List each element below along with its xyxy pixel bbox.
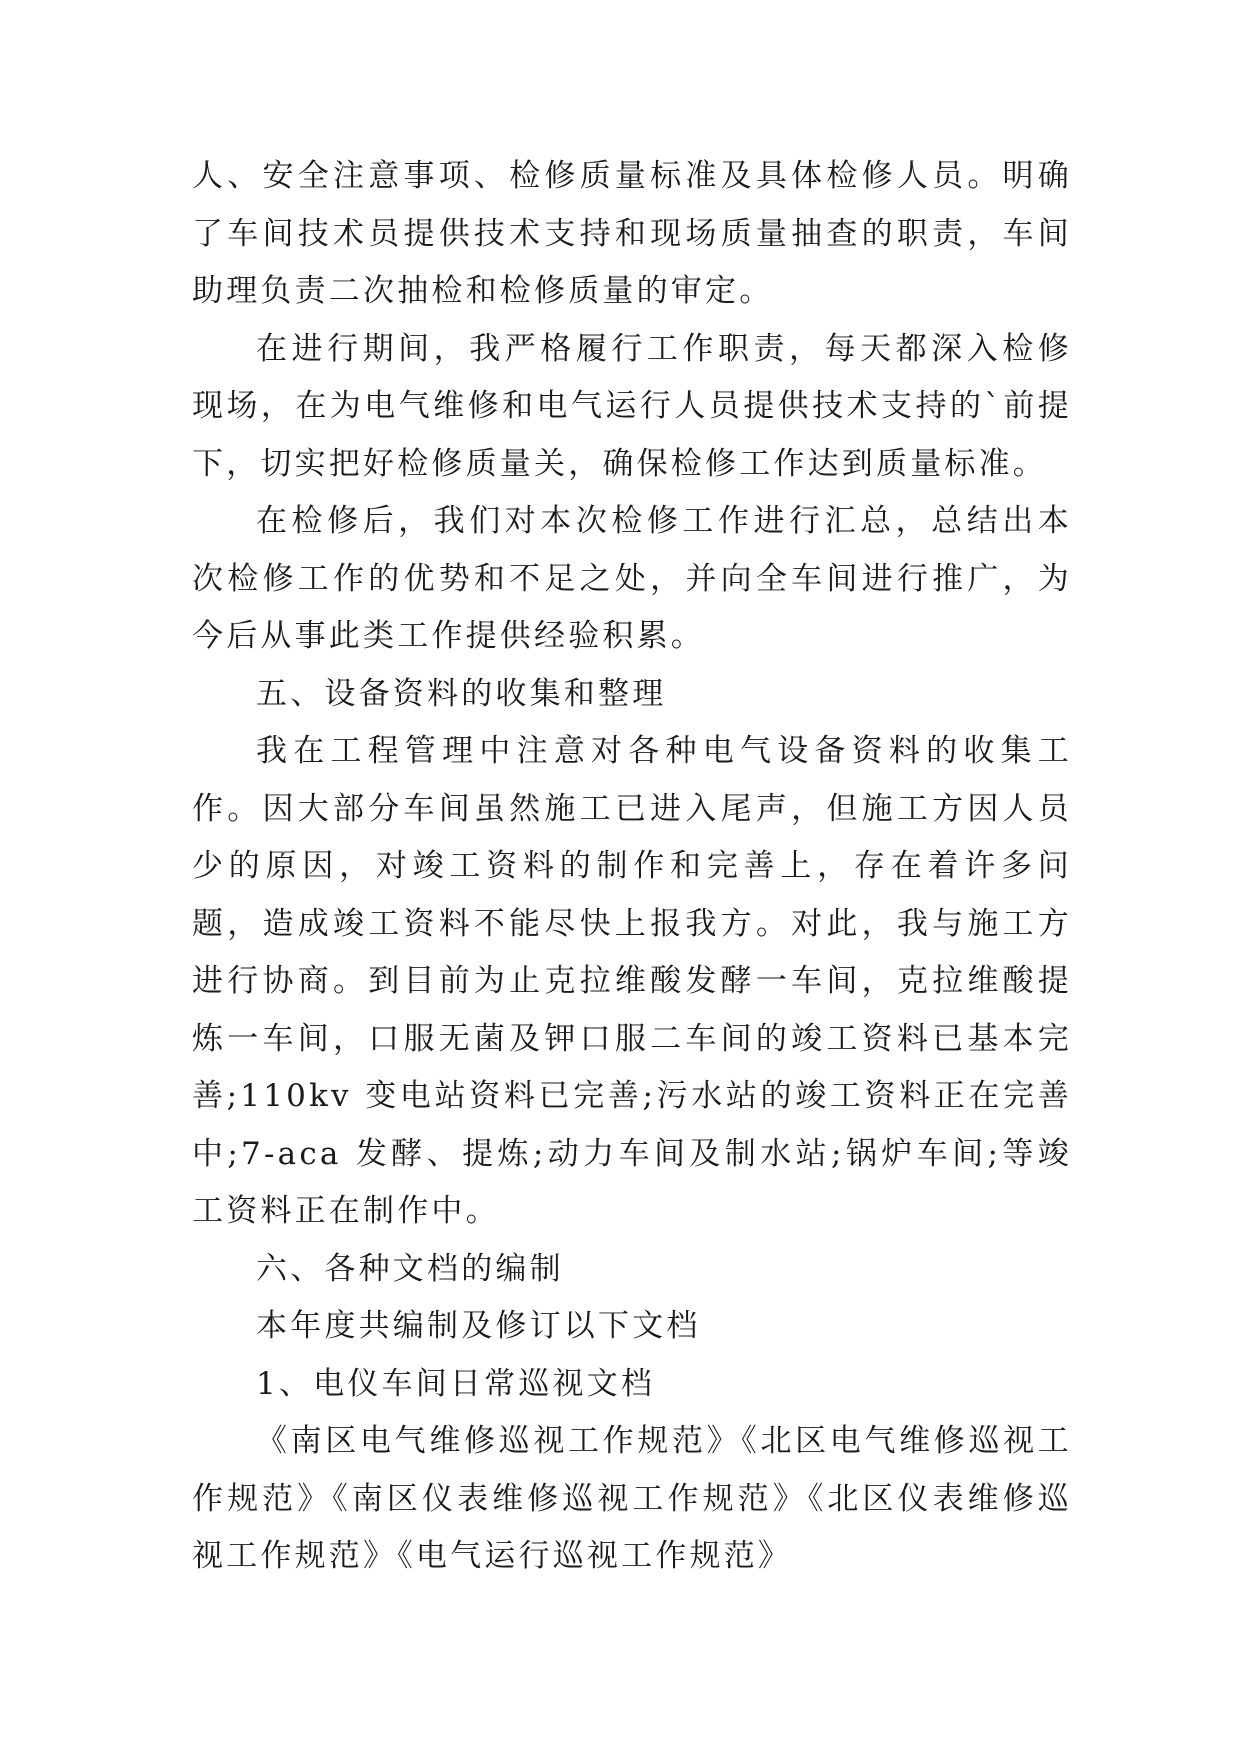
document-body xyxy=(192,148,1072,1586)
paragraph-doc-list: 《南区电气维修巡视工作规范》《北区电气维修巡视工作规范》《南区仪表维修巡视工作规范》《北区仪表维修巡视工作规范》《电气运行巡视工作规范》 xyxy=(192,1423,1072,1574)
paragraph-equipment-data: 我在工程管理中注意对各种电气设备资料的收集工作。因大部分车间虽然施工已进入尾声，但施工方因人员少的原因，对竣工资料的制作和完善上，存在着许多问题，造成竣工资料不能尽快上报我方。对此，我与施工方进行协商。到目前为止克拉维酸发酵一车间，克拉维酸提炼一车间，口服无菌及钾口服二车间的竣工资料已基本完善;110kv 变电站资料已完善;污水站的竣工资料正在完善中;7-aca 发酵、提炼;动力车间及制水站;锅炉车间;等竣工资料正在制作中。 xyxy=(192,733,1072,1229)
subheading-inspection-docs: 1、电仪车间日常巡视文档 xyxy=(256,1365,656,1402)
paragraph-continuation: 人、安全注意事项、检修质量标准及具体检修人员。明确了车间技术员提供技术支持和现场质量抽查的职责，车间助理负责二次抽检和检修质量的审定。 xyxy=(192,158,1072,309)
section-heading-6: 六、各种文档的编制 xyxy=(256,1250,564,1287)
paragraph-after-maintenance: 在检修后，我们对本次检修工作进行汇总，总结出本次检修工作的优势和不足之处，并向全车间进行推广，为今后从事此类工作提供经验积累。 xyxy=(192,503,1072,654)
paragraph-docs-intro: 本年度共编制及修订以下文档 xyxy=(256,1308,701,1344)
paragraph-maintenance-period: 在进行期间，我严格履行工作职责，每天都深入检修现场，在为电气维修和电气运行人员提供技术支持的`前提下，切实把好检修质量关，确保检修工作达到质量标准。 xyxy=(192,330,1072,482)
section-heading-5: 五、设备资料的收集和整理 xyxy=(256,675,667,712)
